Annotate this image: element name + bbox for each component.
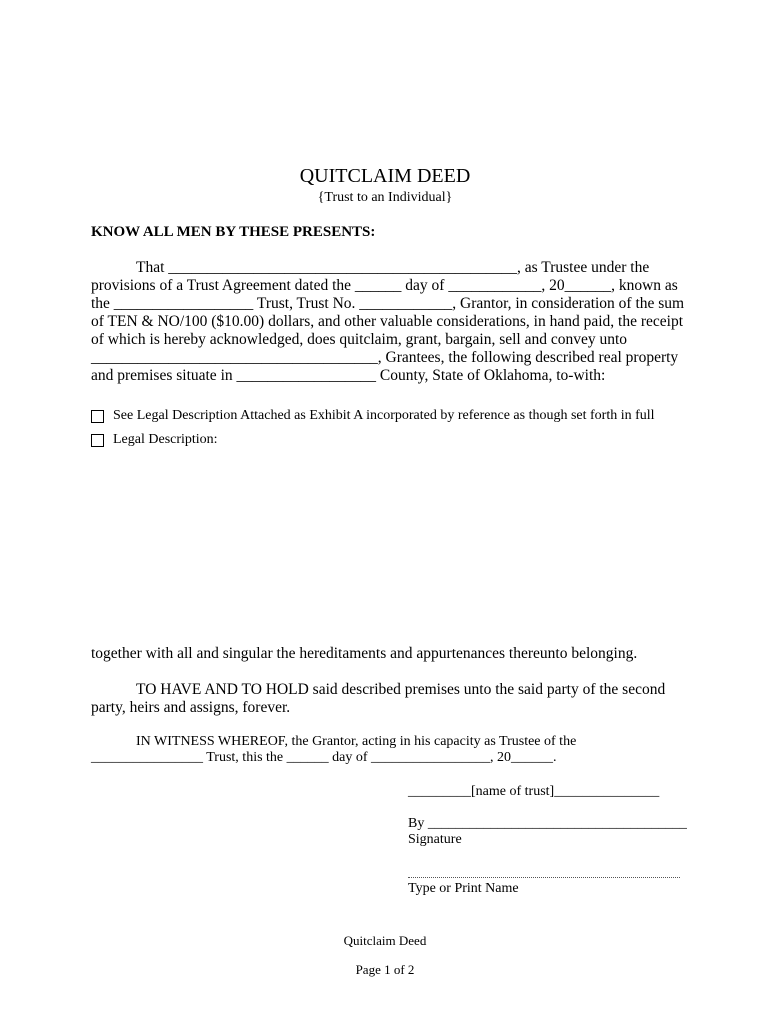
exhibit-a-checkbox[interactable]	[91, 410, 104, 423]
legal-description-checkbox[interactable]	[91, 434, 104, 447]
footer-title: Quitclaim Deed	[343, 933, 427, 948]
grantor-line-2: provisions of a Trust Agreement dated the ______ day of ____________, 20______, known as	[91, 277, 678, 294]
legal-description-label: Legal Description:	[113, 432, 218, 447]
by-signature-line: By _____________________________________	[408, 816, 687, 831]
habendum-line-2: party, heirs and assigns, forever.	[91, 699, 291, 716]
grantor-line-5: of which is hereby acknowledged, does quitclaim, grant, bargain, sell and convey unto	[91, 331, 628, 348]
print-name-label: Type or Print Name	[408, 881, 519, 896]
document-title: QUITCLAIM DEED	[299, 165, 471, 187]
preamble-heading: KNOW ALL MEN BY THESE PRESENTS:	[91, 224, 376, 240]
grantor-line-4: of TEN & NO/100 ($10.00) dollars, and other valuable considerations, in hand paid, the receipt	[91, 313, 684, 330]
witness-line-1: IN WITNESS WHEREOF, the Grantor, acting in his capacity as Trustee of the	[136, 734, 577, 749]
signature-label: Signature	[408, 832, 462, 847]
grantor-line-1: That _____________________________________________, as Trustee under the	[136, 259, 650, 276]
grantor-line-7: and premises situate in __________________ County, State of Oklahoma, to-with:	[91, 367, 606, 384]
exhibit-a-label: See Legal Description Attached as Exhibit A incorporated by reference as though set forth in full	[113, 408, 655, 423]
document-subtitle: {Trust to an Individual}	[317, 190, 453, 205]
print-name-rule	[408, 877, 680, 878]
trust-name-line: _________[name of trust]_______________	[408, 784, 660, 799]
appurtenances-clause: together with all and singular the hereditaments and appurtenances thereunto belonging.	[91, 645, 638, 662]
grantor-line-6: _____________________________________, Grantees, the following described real property	[91, 349, 679, 366]
witness-line-2: ________________ Trust, this the ______ day of _________________, 20______.	[91, 750, 557, 765]
page-number: Page 1 of 2	[355, 962, 415, 977]
habendum-line-1: TO HAVE AND TO HOLD said described premises unto the said party of the second	[136, 681, 666, 698]
grantor-line-3: the __________________ Trust, Trust No. ____________, Grantor, in consideration of the sum	[91, 295, 685, 312]
